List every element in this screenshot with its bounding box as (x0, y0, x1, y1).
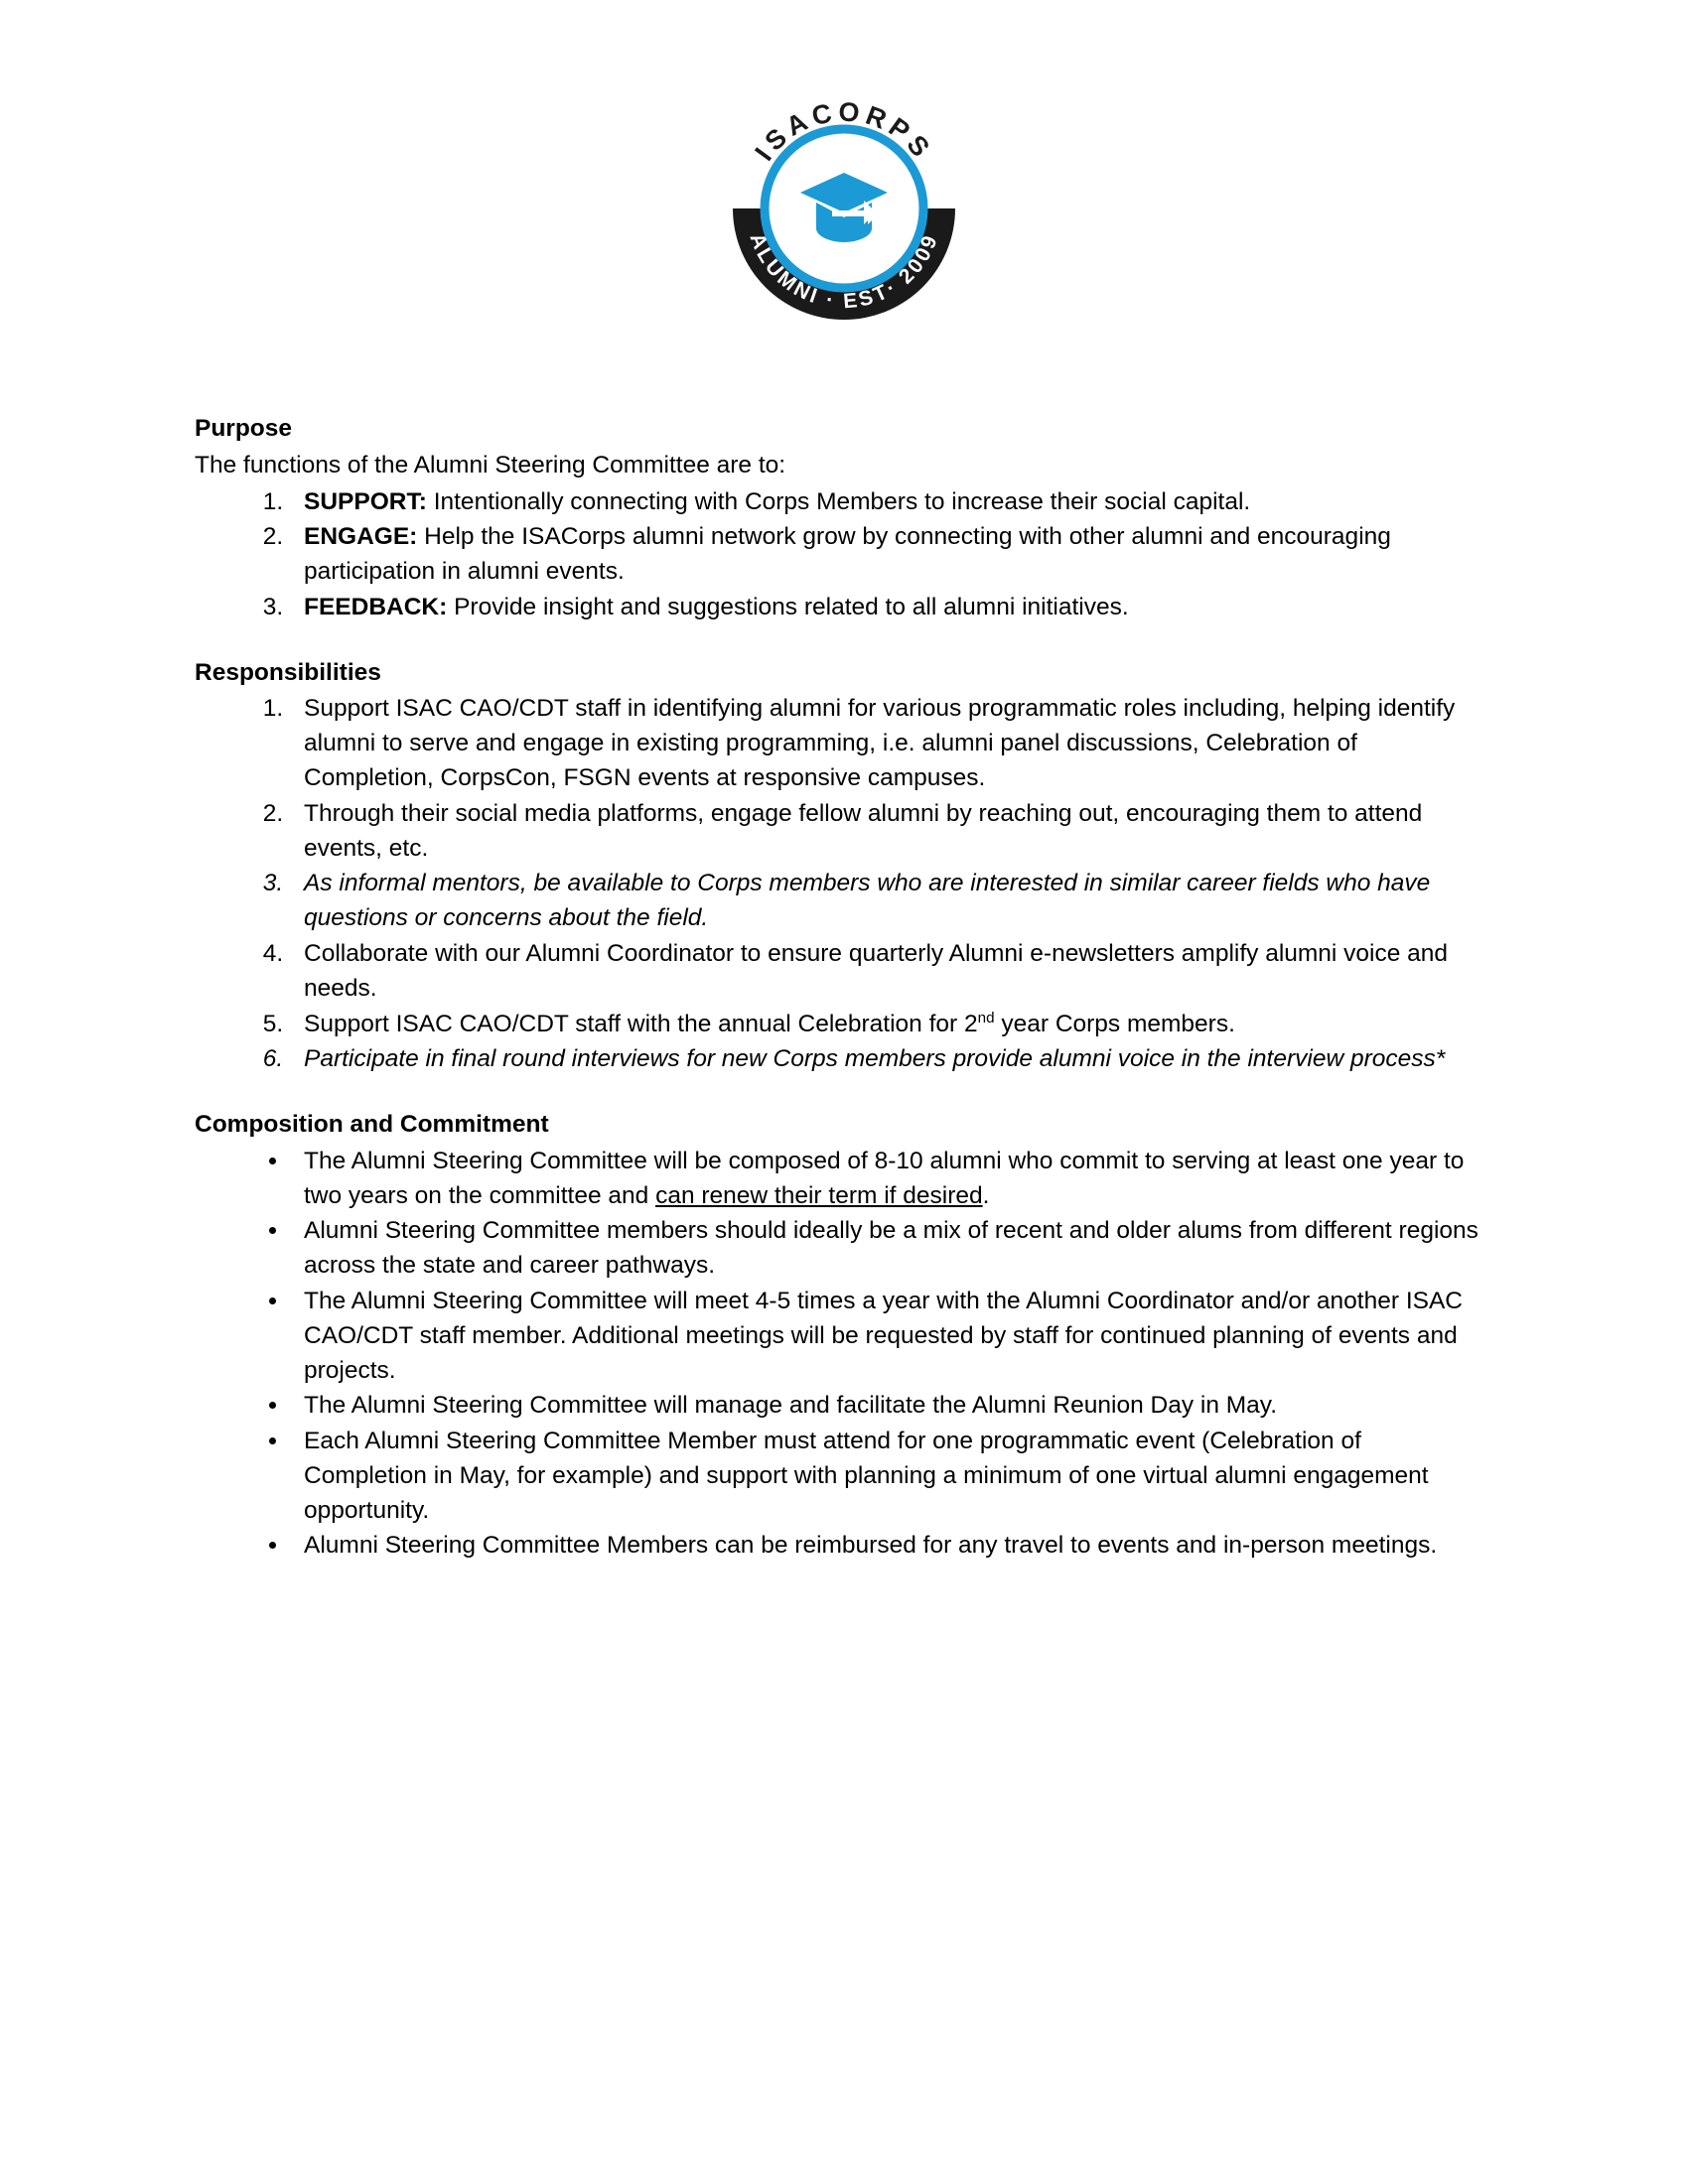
purpose-list (195, 485, 1485, 625)
list-item (290, 1529, 1485, 1564)
item-text-before: Support ISAC CAO/CDT staff with the annual Celebration for 2 (304, 1010, 978, 1037)
list-item (290, 1042, 1485, 1077)
list-item (290, 485, 1485, 520)
item-underlined-text: can renew their term if desired (655, 1181, 983, 1209)
list-item (290, 1389, 1485, 1424)
item-superscript: nd (977, 1009, 995, 1026)
item-text-after: . (982, 1181, 990, 1209)
list-item (290, 591, 1485, 625)
item-text: Participate in final round interviews for new Corps members provide alumni voice in the interview process* (304, 1045, 1446, 1073)
item-text-before: The Alumni Steering Committee will be composed of 8-10 alumni who commit to serving at least one year to two years on the committee and (304, 1147, 1465, 1209)
section-spacer (195, 1078, 1485, 1108)
section-heading-responsibilities: Responsibilities (195, 658, 381, 686)
logo-top-text: ISACORPS (749, 96, 939, 167)
list-item (290, 1214, 1485, 1284)
list-item (290, 937, 1485, 1007)
responsibilities-list (195, 692, 1485, 1077)
list-item (290, 1145, 1485, 1214)
section-purpose (195, 412, 1485, 625)
item-text: Intentionally connecting with Corps Members to increase their social capital. (426, 487, 1251, 515)
list-item (290, 867, 1485, 936)
section-heading-composition: Composition and Commitment (195, 1111, 549, 1139)
list-item (290, 797, 1485, 867)
item-text: As informal mentors, be available to Corps members who are interested in similar career fields who have questions or concerns about the field. (304, 870, 1431, 932)
item-text: Each Alumni Steering Committee Member must attend for one programmatic event (Celebration of Completion in May, for example) and support with planning a minimum of one virtual alumni engagement opportunity. (304, 1428, 1429, 1524)
item-text: Collaborate with our Alumni Coordinator to ensure quarterly Alumni e-newsletters amplify alumni voice and needs. (304, 939, 1449, 1002)
section-composition-and-commitment (195, 1108, 1485, 1564)
item-text: Support ISAC CAO/CDT staff in identifying alumni for various programmatic roles including, helping identify alumni to serve and engage in existing programming, i.e. alumni panel discussions, Celebration of Completion, CorpsCon, FSGN events at responsive campuses. (304, 695, 1456, 792)
item-text: Alumni Steering Committee members should ideally be a mix of recent and older alums from different regions across the state and career pathways. (304, 1217, 1478, 1280)
list-item (290, 692, 1485, 795)
section-heading-purpose: Purpose (195, 415, 293, 442)
purpose-lead-text: The functions of the Alumni Steering Committee are to: (195, 451, 786, 478)
logo-bottom-text: ALUMNI · EST· 2009 (745, 229, 943, 314)
list-item (290, 520, 1485, 590)
item-text: Provide insight and suggestions related to all alumni initiatives. (447, 593, 1129, 620)
logo-container (0, 79, 1688, 338)
section-spacer (195, 626, 1485, 656)
composition-list (195, 1145, 1485, 1564)
item-label: FEEDBACK: (304, 593, 448, 620)
list-item (290, 1425, 1485, 1528)
item-text: Alumni Steering Committee Members can be reimbursed for any travel to events and in-person meetings. (304, 1532, 1438, 1560)
item-label: ENGAGE: (304, 523, 418, 551)
item-text: Through their social media platforms, engage fellow alumni by reaching out, encouraging them to attend events, etc. (304, 799, 1423, 862)
list-item (290, 1008, 1485, 1042)
item-text: Help the ISACorps alumni network grow by connecting with other alumni and encouraging participation in alumni events. (304, 523, 1391, 586)
section-responsibilities (195, 656, 1485, 1077)
item-text: The Alumni Steering Committee will manage and facilitate the Alumni Reunion Day in May. (304, 1392, 1278, 1420)
list-item (290, 1285, 1485, 1388)
document-body (195, 412, 1485, 1565)
item-text: The Alumni Steering Committee will meet 4-5 times a year with the Alumni Coordinator and/or another ISAC CAO/CDT staff member. Additional meetings will be requested by staff for continued planning of events and projects. (304, 1287, 1464, 1384)
item-label: SUPPORT: (304, 487, 427, 515)
item-text-after: year Corps members. (994, 1010, 1235, 1037)
isacorps-alumni-logo (715, 79, 973, 338)
